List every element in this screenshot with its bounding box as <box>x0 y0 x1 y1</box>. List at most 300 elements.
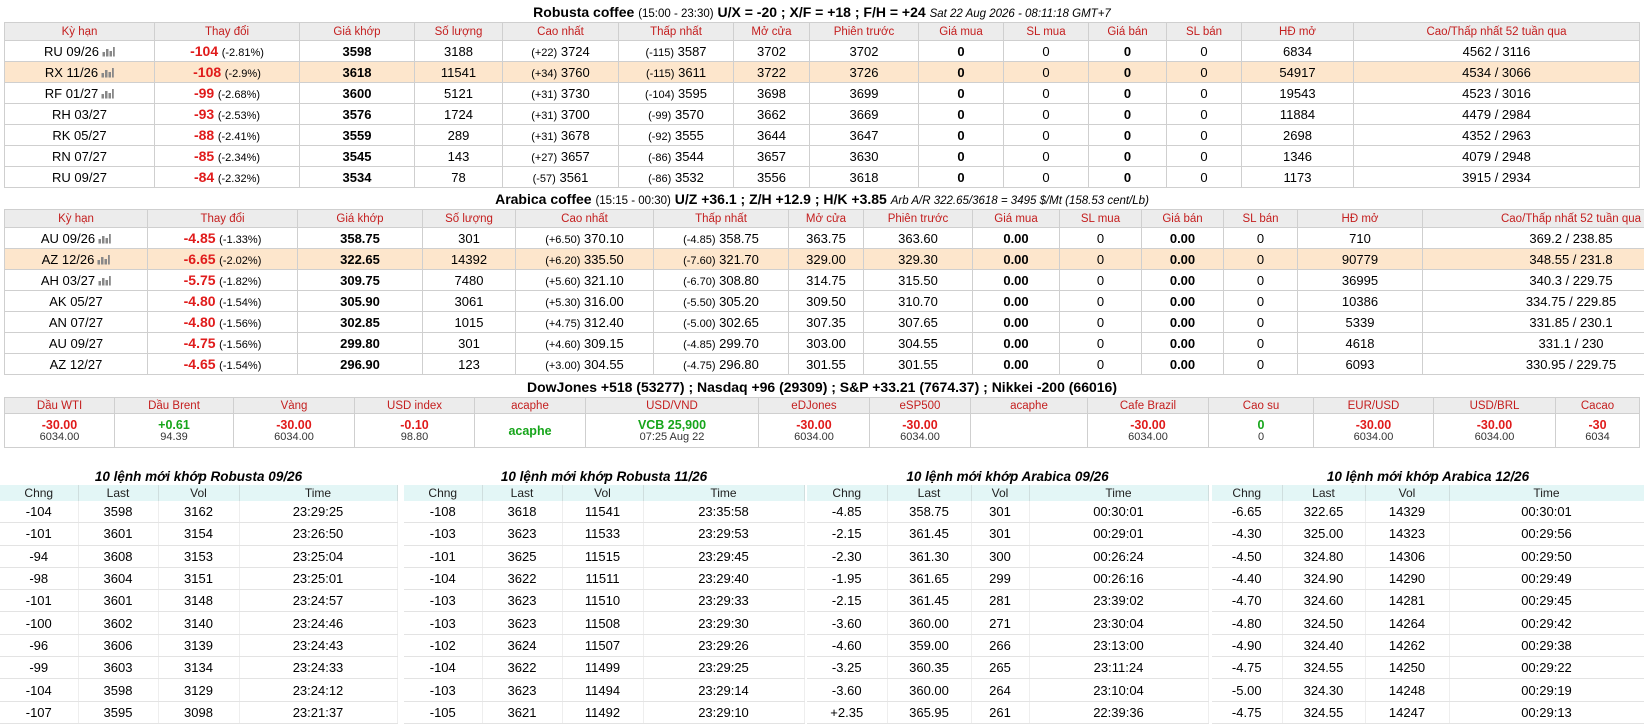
arabica-row[interactable] <box>5 270 1644 291</box>
trade-time: 00:29:19 <box>1449 679 1644 701</box>
trade-last-price: 3623 <box>482 679 562 701</box>
trade-last-price: 324.90 <box>1282 567 1365 589</box>
market-cell[interactable] <box>475 414 586 448</box>
market-value[interactable]: -30.00 <box>1434 419 1555 431</box>
high-cell <box>516 249 654 270</box>
change-percent: (-2.9%) <box>225 68 261 80</box>
high-cell <box>503 41 619 62</box>
open-price: 314.75 <box>789 270 864 291</box>
robusta-col-header: Thay đổi <box>155 23 300 41</box>
market-cell[interactable] <box>1088 414 1209 448</box>
trade-time: 23:30:04 <box>1029 612 1208 634</box>
trade-last-price: 3598 <box>78 501 158 523</box>
change-cell <box>155 83 300 104</box>
arabica-row[interactable] <box>5 333 1644 354</box>
trade-last-price: 361.30 <box>887 545 971 567</box>
robusta-col-header: Kỳ hạn <box>5 23 155 41</box>
chart-icon[interactable] <box>94 252 110 267</box>
chart-icon[interactable] <box>98 86 114 101</box>
low-value: 3532 <box>675 170 704 185</box>
contract-term-cell[interactable] <box>5 167 155 188</box>
market-value[interactable]: 0 <box>1209 419 1313 431</box>
trade-volume: 14248 <box>1365 679 1449 701</box>
low-value: 296.80 <box>719 357 759 372</box>
arabica-row[interactable] <box>5 291 1644 312</box>
trade-row <box>404 679 804 701</box>
trades-col-header: Time <box>643 485 804 501</box>
contract-term-cell[interactable] <box>5 249 148 270</box>
change-cell <box>148 270 298 291</box>
high-cell <box>503 104 619 125</box>
low-value: 308.80 <box>719 273 759 288</box>
trade-volume: 11508 <box>562 612 643 634</box>
market-cell[interactable] <box>1209 414 1314 448</box>
change-cell <box>148 312 298 333</box>
contract-term[interactable]: RN 07/27 <box>52 149 107 164</box>
trade-row <box>807 567 1208 589</box>
trade-last-price: 361.65 <box>887 567 971 589</box>
market-sub-value: 6034.00 <box>759 431 869 443</box>
market-label: Dầu Brent <box>115 398 234 414</box>
bid-price: 0 <box>919 167 1004 188</box>
contract-term-cell[interactable] <box>5 104 155 125</box>
high-diff: (+3.00) <box>545 360 580 372</box>
contract-term[interactable]: AH 03/27 <box>41 273 95 288</box>
high-cell <box>516 270 654 291</box>
robusta-row[interactable] <box>5 125 1640 146</box>
market-value[interactable]: acaphe <box>475 425 585 437</box>
previous-close: 3699 <box>810 83 919 104</box>
trade-last-price: 324.55 <box>1282 701 1365 723</box>
contract-term-cell[interactable] <box>5 83 155 104</box>
ask-price: 0 <box>1089 83 1167 104</box>
change-value: -85 <box>194 148 214 164</box>
robusta-row[interactable] <box>5 104 1640 125</box>
low-value: 3595 <box>678 86 707 101</box>
trade-change: -105 <box>404 701 482 723</box>
bid-quantity: 0 <box>1060 333 1142 354</box>
trade-change: -101 <box>0 523 78 545</box>
trade-change: -103 <box>404 679 482 701</box>
market-value[interactable]: VCB 25,900 <box>586 419 758 431</box>
contract-term[interactable]: AK 05/27 <box>49 294 103 309</box>
bid-quantity: 0 <box>1060 291 1142 312</box>
trade-volume: 264 <box>971 679 1029 701</box>
trade-volume: 14323 <box>1365 523 1449 545</box>
market-value[interactable]: -30.00 <box>1088 419 1208 431</box>
open-interest: 1346 <box>1242 146 1354 167</box>
trade-time: 00:29:42 <box>1449 612 1644 634</box>
match-price: 322.65 <box>298 249 423 270</box>
match-price: 3559 <box>300 125 415 146</box>
bid-quantity: 0 <box>1004 167 1089 188</box>
trade-change: -4.90 <box>1212 634 1282 656</box>
trade-change: -102 <box>404 634 482 656</box>
low-diff: (-104) <box>645 89 674 101</box>
ask-quantity: 0 <box>1167 104 1242 125</box>
arabica-col-header: Cao nhất <box>516 210 654 228</box>
arabica-row[interactable] <box>5 312 1644 333</box>
contract-term[interactable]: RX 11/26 <box>45 65 98 80</box>
trade-row <box>1212 501 1644 523</box>
ask-quantity: 0 <box>1224 333 1298 354</box>
change-cell <box>155 62 300 83</box>
high-diff: (+27) <box>531 152 557 164</box>
trade-time: 00:26:24 <box>1029 545 1208 567</box>
trade-last-price: 3604 <box>78 567 158 589</box>
low-diff: (-86) <box>648 173 671 185</box>
market-cell[interactable] <box>5 414 115 448</box>
low-diff: (-4.85) <box>683 234 715 246</box>
trade-last-price: 3608 <box>78 545 158 567</box>
change-value: -93 <box>194 106 214 122</box>
trade-row <box>1212 679 1644 701</box>
high-value: 316.00 <box>584 294 624 309</box>
trades-col-header: Last <box>482 485 562 501</box>
market-label: eSP500 <box>870 398 971 414</box>
trade-row <box>1212 657 1644 679</box>
contract-term-cell[interactable] <box>5 312 148 333</box>
trade-time: 00:26:16 <box>1029 567 1208 589</box>
trade-row <box>404 523 804 545</box>
trade-change: -4.80 <box>1212 612 1282 634</box>
trade-row <box>1212 567 1644 589</box>
trade-change: -100 <box>0 612 78 634</box>
bid-price: 0 <box>919 146 1004 167</box>
market-cell[interactable] <box>759 414 870 448</box>
contract-term[interactable]: AN 07/27 <box>49 315 103 330</box>
trade-volume: 3154 <box>158 523 239 545</box>
trade-last-price: 324.40 <box>1282 634 1365 656</box>
arabica-row[interactable] <box>5 354 1644 375</box>
match-price: 3600 <box>300 83 415 104</box>
market-label: Dầu WTI <box>5 398 115 414</box>
trade-change: +2.35 <box>807 701 887 723</box>
change-cell <box>148 354 298 375</box>
robusta-col-header: Giá khớp <box>300 23 415 41</box>
match-price: 305.90 <box>298 291 423 312</box>
open-interest: 1173 <box>1242 167 1354 188</box>
match-price: 3576 <box>300 104 415 125</box>
ask-price: 0 <box>1089 146 1167 167</box>
trade-row <box>807 657 1208 679</box>
trade-row <box>807 545 1208 567</box>
arabica-spreads: U/Z +36.1 ; Z/H +12.9 ; H/K +3.85 <box>675 191 887 207</box>
low-diff: (-5.00) <box>683 318 715 330</box>
trade-volume: 14250 <box>1365 657 1449 679</box>
market-value[interactable]: -30 <box>1556 419 1639 431</box>
trade-row <box>404 612 804 634</box>
change-value: -4.75 <box>184 335 216 351</box>
high-cell <box>503 146 619 167</box>
open-price: 3662 <box>734 104 810 125</box>
open-price: 307.35 <box>789 312 864 333</box>
open-price: 3657 <box>734 146 810 167</box>
change-value: -88 <box>194 127 214 143</box>
change-value: -4.80 <box>184 314 216 330</box>
previous-close: 301.55 <box>864 354 973 375</box>
low-value: 3555 <box>675 128 704 143</box>
match-price: 302.85 <box>298 312 423 333</box>
trade-row <box>0 590 397 612</box>
low-cell <box>619 62 734 83</box>
chart-icon[interactable] <box>99 44 115 59</box>
trade-row <box>0 612 397 634</box>
trades-col-header: Time <box>1449 485 1644 501</box>
trade-volume: 3098 <box>158 701 239 723</box>
bid-quantity: 0 <box>1004 125 1089 146</box>
trade-time: 23:24:46 <box>239 612 397 634</box>
contract-term[interactable]: AU 09/26 <box>41 231 95 246</box>
contract-term-cell[interactable] <box>5 333 148 354</box>
market-cell[interactable] <box>586 414 759 448</box>
match-price: 296.90 <box>298 354 423 375</box>
open-interest: 11884 <box>1242 104 1354 125</box>
robusta-col-header: Cao nhất <box>503 23 619 41</box>
trade-change: -4.75 <box>1212 657 1282 679</box>
market-label: Cacao <box>1556 398 1640 414</box>
trade-time: 00:29:22 <box>1449 657 1644 679</box>
high-cell <box>503 62 619 83</box>
open-price: 3698 <box>734 83 810 104</box>
trade-last-price: 3621 <box>482 701 562 723</box>
contract-term-cell[interactable] <box>5 354 148 375</box>
contract-term[interactable]: RU 09/27 <box>52 170 107 185</box>
indices-text: DowJones +518 (53277) ; Nasdaq +96 (29309) ; S&P +33.21 (7674.37) ; Nikkei -200 (66016) <box>527 379 1117 395</box>
week52-range: 4479 / 2984 <box>1354 104 1640 125</box>
trade-time: 00:29:13 <box>1449 701 1644 723</box>
open-interest: 54917 <box>1242 62 1354 83</box>
recent-trades-table <box>0 485 398 724</box>
trade-change: -99 <box>0 657 78 679</box>
change-percent: (-2.34%) <box>218 152 260 164</box>
contract-term-cell[interactable] <box>5 228 148 249</box>
arabica-header-row <box>5 210 1644 228</box>
trade-volume: 14264 <box>1365 612 1449 634</box>
robusta-hours: (15:00 - 23:30) <box>638 8 713 20</box>
market-cell[interactable] <box>971 414 1088 448</box>
low-diff: (-6.70) <box>683 276 715 288</box>
trade-change: -4.40 <box>1212 567 1282 589</box>
robusta-col-header: SL bán <box>1167 23 1242 41</box>
trade-last-price: 3618 <box>482 501 562 523</box>
trade-change: -4.70 <box>1212 590 1282 612</box>
trade-row <box>1212 545 1644 567</box>
trade-row <box>807 701 1208 723</box>
arabica-col-header: Thay đổi <box>148 210 298 228</box>
arabica-col-header: HĐ mở <box>1298 210 1423 228</box>
market-sub-value: 94.39 <box>115 431 233 443</box>
market-cell[interactable] <box>870 414 971 448</box>
robusta-datetime: Sat 22 Aug 2026 - 08:11:18 GMT+7 <box>930 8 1111 20</box>
high-value: 304.55 <box>584 357 624 372</box>
volume: 78 <box>415 167 503 188</box>
change-percent: (-2.68%) <box>218 89 260 101</box>
high-value: 309.15 <box>584 336 624 351</box>
recent-trades-panel <box>1212 468 1644 727</box>
market-value[interactable]: +0.61 <box>115 419 233 431</box>
market-value[interactable]: -30.00 <box>759 419 869 431</box>
change-value: -6.65 <box>184 251 216 267</box>
market-value[interactable]: -30.00 <box>234 419 354 431</box>
trade-time: 23:35:58 <box>643 501 804 523</box>
market-cell[interactable] <box>1556 414 1640 448</box>
open-interest: 19543 <box>1242 83 1354 104</box>
trade-time: 23:29:30 <box>643 612 804 634</box>
trade-time: 22:39:36 <box>1029 701 1208 723</box>
contract-term-cell[interactable] <box>5 125 155 146</box>
trade-last-price: 361.45 <box>887 523 971 545</box>
trade-change: -96 <box>0 634 78 656</box>
trade-change: -98 <box>0 567 78 589</box>
trade-last-price: 324.60 <box>1282 590 1365 612</box>
change-percent: (-1.56%) <box>219 318 261 330</box>
trade-row <box>404 545 804 567</box>
chart-icon[interactable] <box>95 231 111 246</box>
change-percent: (-2.41%) <box>218 131 260 143</box>
recent-trades-panel <box>0 468 397 727</box>
change-percent: (-2.81%) <box>222 47 264 59</box>
trade-volume: 266 <box>971 634 1029 656</box>
contract-term[interactable]: RH 03/27 <box>52 107 107 122</box>
robusta-row[interactable] <box>5 62 1640 83</box>
arabica-row[interactable] <box>5 228 1644 249</box>
week52-range: 4079 / 2948 <box>1354 146 1640 167</box>
trade-volume: 271 <box>971 612 1029 634</box>
markets-table <box>4 397 1640 448</box>
contract-term-cell[interactable] <box>5 146 155 167</box>
high-value: 3760 <box>561 65 590 80</box>
trade-row <box>0 567 397 589</box>
low-diff: (-4.85) <box>683 339 715 351</box>
robusta-row[interactable] <box>5 41 1640 62</box>
robusta-spreads: U/X = -20 ; X/F = +18 ; F/H = +24 <box>718 4 926 20</box>
bid-price: 0 <box>919 41 1004 62</box>
market-value[interactable]: -30.00 <box>5 419 114 431</box>
change-percent: (-1.54%) <box>219 297 261 309</box>
robusta-row[interactable] <box>5 167 1640 188</box>
trade-change: -103 <box>404 612 482 634</box>
trade-change: -4.75 <box>1212 701 1282 723</box>
change-cell <box>148 249 298 270</box>
trade-volume: 3140 <box>158 612 239 634</box>
bid-quantity: 0 <box>1060 312 1142 333</box>
low-cell <box>619 41 734 62</box>
contract-term[interactable]: AZ 12/27 <box>50 357 103 372</box>
chart-icon[interactable] <box>98 65 114 80</box>
trade-volume: 3129 <box>158 679 239 701</box>
ask-price: 0.00 <box>1142 291 1224 312</box>
trade-row <box>404 567 804 589</box>
recent-trades-title: 10 lệnh mới khớp Robusta 09/26 <box>0 468 397 485</box>
trade-change: -4.85 <box>807 501 887 523</box>
contract-term-cell[interactable] <box>5 62 155 83</box>
market-value[interactable]: -30.00 <box>870 419 970 431</box>
trade-last-price: 3625 <box>482 545 562 567</box>
open-interest: 6834 <box>1242 41 1354 62</box>
change-percent: (-2.32%) <box>218 173 260 185</box>
previous-close: 3702 <box>810 41 919 62</box>
trade-time: 23:26:50 <box>239 523 397 545</box>
robusta-col-header: Giá mua <box>919 23 1004 41</box>
match-price: 3534 <box>300 167 415 188</box>
trade-volume: 3134 <box>158 657 239 679</box>
market-sub-value: 0 <box>1209 431 1313 443</box>
contract-term[interactable]: RF 01/27 <box>45 86 98 101</box>
chart-icon[interactable] <box>95 273 111 288</box>
high-diff: (+4.60) <box>545 339 580 351</box>
market-value[interactable]: -0.10 <box>355 419 474 431</box>
contract-term-cell[interactable] <box>5 270 148 291</box>
high-diff: (+5.60) <box>545 276 580 288</box>
trade-last-price: 360.00 <box>887 679 971 701</box>
trade-last-price: 360.35 <box>887 657 971 679</box>
market-cell[interactable] <box>234 414 355 448</box>
change-cell <box>148 228 298 249</box>
trade-last-price: 3622 <box>482 657 562 679</box>
trade-volume: 3151 <box>158 567 239 589</box>
robusta-title-bar <box>0 2 1644 22</box>
market-value[interactable]: -30.00 <box>1314 419 1433 431</box>
open-price: 309.50 <box>789 291 864 312</box>
trade-time: 23:24:57 <box>239 590 397 612</box>
contract-term[interactable]: RK 05/27 <box>52 128 106 143</box>
week52-range: 369.2 / 238.85 <box>1423 228 1644 249</box>
high-diff: (+31) <box>531 131 557 143</box>
bid-quantity: 0 <box>1004 146 1089 167</box>
week52-range: 4523 / 3016 <box>1354 83 1640 104</box>
week52-range: 330.95 / 229.75 <box>1423 354 1644 375</box>
market-cell[interactable] <box>355 414 475 448</box>
contract-term-cell[interactable] <box>5 41 155 62</box>
trade-last-price: 3601 <box>78 590 158 612</box>
low-cell <box>619 167 734 188</box>
high-value: 3724 <box>561 44 590 59</box>
trade-time: 00:29:50 <box>1449 545 1644 567</box>
market-label: USD/VND <box>586 398 759 414</box>
ask-quantity: 0 <box>1167 167 1242 188</box>
robusta-row[interactable] <box>5 146 1640 167</box>
trade-volume: 281 <box>971 590 1029 612</box>
change-cell <box>148 291 298 312</box>
robusta-row[interactable] <box>5 83 1640 104</box>
match-price: 309.75 <box>298 270 423 291</box>
open-interest: 4618 <box>1298 333 1423 354</box>
contract-term[interactable]: AZ 12/26 <box>42 252 95 267</box>
trade-row <box>1212 523 1644 545</box>
high-cell <box>516 312 654 333</box>
contract-term[interactable]: RU 09/26 <box>44 44 99 59</box>
trade-volume: 14329 <box>1365 501 1449 523</box>
arabica-row[interactable] <box>5 249 1644 270</box>
contract-term[interactable]: AU 09/27 <box>49 336 103 351</box>
trade-last-price: 324.80 <box>1282 545 1365 567</box>
market-cell[interactable] <box>1434 414 1556 448</box>
trade-time: 23:25:01 <box>239 567 397 589</box>
low-diff: (-5.50) <box>683 297 715 309</box>
market-cell[interactable] <box>1314 414 1434 448</box>
trade-volume: 11511 <box>562 567 643 589</box>
low-value: 302.65 <box>719 315 759 330</box>
bid-quantity: 0 <box>1060 354 1142 375</box>
market-cell[interactable] <box>115 414 234 448</box>
trade-time: 23:29:40 <box>643 567 804 589</box>
trade-row <box>0 701 397 723</box>
week52-range: 4562 / 3116 <box>1354 41 1640 62</box>
trade-change: -4.60 <box>807 634 887 656</box>
trade-last-price: 365.95 <box>887 701 971 723</box>
contract-term-cell[interactable] <box>5 291 148 312</box>
